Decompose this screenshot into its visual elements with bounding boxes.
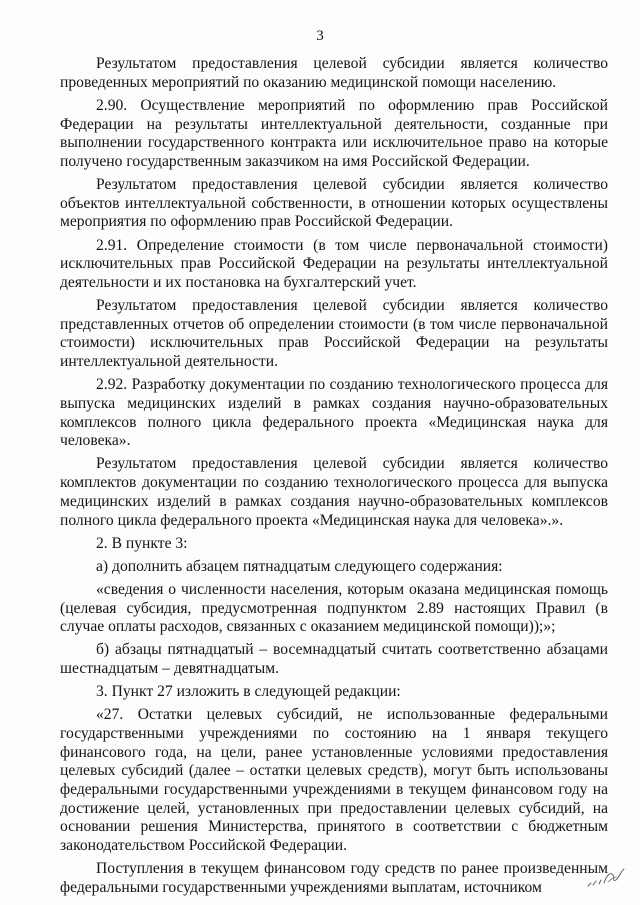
paragraph: 2.92. Разработку документации по созданию технологического процесса для выпуска медицинских изделий в рамках создания научно-образовательных комплексов полного цикла федерального проекта «Медицинская наука для человека». xyxy=(60,376,608,450)
paragraph: Поступления в текущем финансовом году средств по ранее произведенным федеральными государственными учреждениями выплатам, источником xyxy=(60,860,608,896)
paragraph: 2. В пункте 3: xyxy=(96,534,188,552)
page-number: 3 xyxy=(316,28,324,44)
paragraph: «сведения о численности населения, которым оказана медицинская помощь (целевая субсидия, предусмотренная подпунктом 2.89 настоящих Правил (в случае оплаты расходов, связанных с оказанием медицинской помощи));»; xyxy=(60,580,608,636)
handwritten-mark-icon xyxy=(584,862,630,892)
document-body xyxy=(60,55,608,902)
paragraph: 2.90. Осуществление мероприятий по оформлению прав Российской Федерации на результаты интеллектуальной деятельности, созданные при выполнении государственного контракта или исключительное право на которые получено государственным заказчиком на имя Российской Федерации. xyxy=(60,96,608,170)
paragraph: 3. Пункт 27 изложить в следующей редакции: xyxy=(96,683,401,701)
paragraph: Результатом предоставления целевой субсидии является количество представленных отчетов об определении стоимости (в том числе первоначальной стоимости) исключительных прав Российской Федерации на результаты интеллектуальной деятельности. xyxy=(60,297,608,371)
paragraph: 2.91. Определение стоимости (в том числе первоначальной стоимости) исключительных прав Российской Федерации на результаты интеллектуальной деятельности и их постановка на бухгалтерский учет. xyxy=(60,236,608,291)
paragraph: б) абзацы пятнадцатый – восемнадцатый считать соответственно абзацами шестнадцатым – девятнадцатым. xyxy=(60,641,608,677)
paragraph: Результатом предоставления целевой субсидии является количество комплектов документации по созданию технологического процесса для выпуска медицинских изделий в рамках создания научно-образовательных комплексов полного цикла федерального проекта «Медицинская наука для человека».». xyxy=(60,455,608,529)
paragraph: а) дополнить абзацем пятнадцатым следующего содержания: xyxy=(96,557,503,575)
paragraph: Результатом предоставления целевой субсидии является количество объектов интеллектуальной собственности, в отношении которых осуществлены мероприятия по оформлению прав Российской Федерации. xyxy=(60,176,608,231)
paragraph: «27. Остатки целевых субсидий, не использованные федеральными государственными учреждениями по состоянию на 1 января текущего финансового года, на цели, ранее установленные условиями предоставления целевых субсидий (далее – остатки целевых средств), могут быть использованы федеральными государственными учреждениями в текущем финансовом году на достижение целей, установленных при предоставлении целевых субсидий, на основании решения Министерства, принятого в соответствии с бюджетным законодательством Российской Федерации. xyxy=(60,706,608,855)
paragraph: Результатом предоставления целевой субсидии является количество проведенных мероприятий по оказанию медицинской помощи населению. xyxy=(60,55,608,91)
